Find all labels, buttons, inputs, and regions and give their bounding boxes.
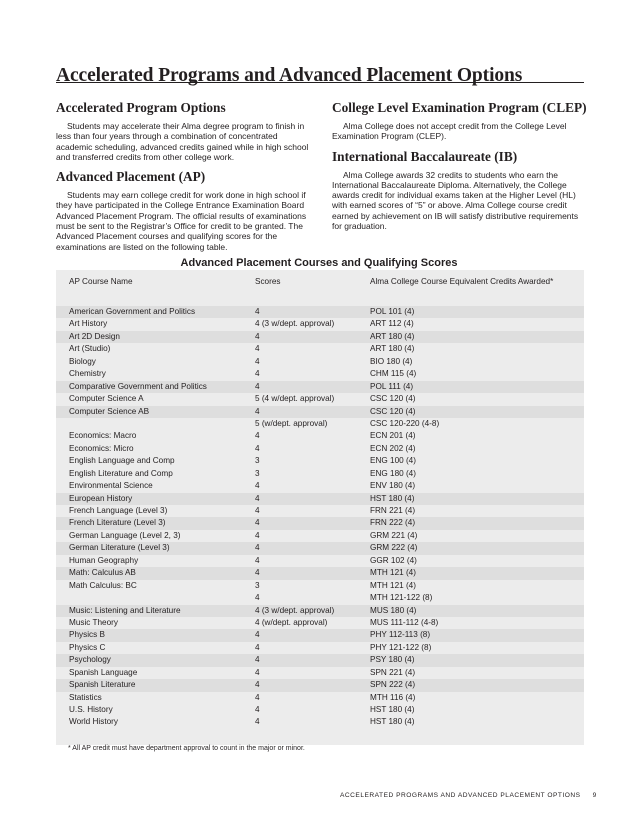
table-row bbox=[56, 306, 584, 318]
credit-cell: SPN 221 (4) bbox=[370, 667, 416, 677]
score-cell: 3 bbox=[255, 468, 260, 478]
score-cell: 4 bbox=[255, 655, 260, 665]
table-row bbox=[56, 667, 584, 679]
credit-cell: ART 112 (4) bbox=[370, 319, 414, 329]
course-cell: Economics: Micro bbox=[69, 443, 134, 453]
credit-cell: POL 101 (4) bbox=[370, 307, 415, 316]
table-row bbox=[56, 580, 584, 592]
score-cell: 4 (3 w/dept. approval) bbox=[255, 319, 335, 329]
score-cell: 4 bbox=[255, 717, 260, 727]
ap-courses-table bbox=[56, 270, 584, 745]
table-row bbox=[56, 505, 584, 517]
table-row bbox=[56, 318, 584, 330]
table-row bbox=[56, 642, 584, 654]
table-row bbox=[56, 443, 584, 455]
course-cell: German Literature (Level 3) bbox=[69, 543, 170, 553]
table-row bbox=[56, 704, 584, 716]
course-cell: Physics B bbox=[69, 630, 105, 640]
course-cell: Art 2D Design bbox=[69, 331, 120, 341]
table-row bbox=[56, 617, 584, 629]
course-cell: Art (Studio) bbox=[69, 344, 111, 354]
header-credit: Alma College Course Equivalent Credits Awarded* bbox=[370, 277, 554, 286]
ap-body: Students may earn college credit for work done in high school if they have participated in the College Entrance Examination Board Advanced Placement Program. The official results of examinations must be sent to the Registrar’s Office for credit to be granted. The Advanced Placement courses and qualifying scores for the examinations are listed on the following table. bbox=[56, 190, 307, 252]
course-cell: French Literature (Level 3) bbox=[69, 518, 166, 528]
score-cell: 5 (w/dept. approval) bbox=[255, 418, 328, 428]
clep-heading: College Level Examination Program (CLEP) bbox=[332, 100, 587, 115]
course-cell: French Language (Level 3) bbox=[69, 506, 168, 515]
ib-heading: International Baccalaureate (IB) bbox=[332, 148, 518, 164]
course-cell: English Language and Comp bbox=[69, 456, 175, 466]
score-cell: 5 (4 w/dept. approval) bbox=[255, 394, 335, 404]
table-row bbox=[56, 418, 584, 430]
credit-cell: HST 180 (4) bbox=[370, 717, 415, 727]
course-cell: Spanish Language bbox=[69, 667, 138, 677]
credit-cell: MTH 121 (4) bbox=[370, 568, 416, 578]
table-row bbox=[56, 567, 584, 579]
score-cell: 4 (w/dept. approval) bbox=[255, 617, 328, 627]
score-cell: 4 bbox=[255, 356, 260, 366]
credit-cell: ENV 180 (4) bbox=[370, 481, 416, 491]
page-number: 9 bbox=[592, 792, 597, 799]
score-cell: 4 bbox=[255, 630, 260, 640]
header-course: AP Course Name bbox=[69, 277, 133, 286]
score-cell: 4 bbox=[255, 642, 260, 652]
course-cell: Music Theory bbox=[69, 617, 118, 627]
accelerated-heading: Accelerated Program Options bbox=[56, 100, 226, 115]
credit-cell: PHY 121-122 (8) bbox=[370, 642, 432, 652]
credit-cell: ART 180 (4) bbox=[370, 344, 415, 354]
score-cell: 4 bbox=[255, 481, 260, 491]
credit-cell: POL 111 (4) bbox=[370, 381, 414, 391]
credit-cell: CSC 120-220 (4-8) bbox=[370, 418, 440, 428]
score-cell: 3 bbox=[255, 456, 260, 466]
score-cell: 4 bbox=[255, 555, 260, 565]
score-cell: 4 bbox=[255, 443, 260, 453]
score-cell: 4 bbox=[255, 667, 260, 677]
page-footer bbox=[340, 792, 597, 799]
credit-cell: MUS 111-112 (4-8) bbox=[370, 617, 439, 627]
score-cell: 4 bbox=[255, 406, 260, 416]
table-row bbox=[56, 493, 584, 505]
course-cell: Music: Listening and Literature bbox=[69, 605, 181, 615]
course-cell: Environmental Science bbox=[69, 481, 153, 491]
score-cell: 4 (3 w/dept. approval) bbox=[255, 605, 335, 615]
table-row bbox=[56, 468, 584, 480]
course-cell: Economics: Macro bbox=[69, 431, 137, 441]
score-cell: 4 bbox=[255, 307, 260, 316]
table-row bbox=[56, 406, 584, 418]
course-cell: Art History bbox=[69, 319, 108, 329]
score-cell: 4 bbox=[255, 692, 260, 702]
credit-cell: PHY 112-113 (8) bbox=[370, 630, 431, 640]
table-row bbox=[56, 692, 584, 704]
page-title: Accelerated Programs and Advanced Placement Options bbox=[56, 65, 523, 87]
course-cell: German Language (Level 2, 3) bbox=[69, 530, 181, 540]
credit-cell: BIO 180 (4) bbox=[370, 356, 413, 366]
course-cell: Physics C bbox=[69, 642, 106, 652]
credit-cell: ART 180 (4) bbox=[370, 331, 415, 341]
accelerated-body: Students may accelerate their Alma degree program to finish in less than four years through a combination of concentrated academic scheduling, advanced credits gained while in high school and transferred credits from other college work. bbox=[56, 121, 309, 162]
title-divider bbox=[56, 82, 584, 83]
credit-cell: ENG 180 (4) bbox=[370, 468, 416, 478]
table-row bbox=[56, 393, 584, 405]
score-cell: 4 bbox=[255, 518, 260, 528]
score-cell: 4 bbox=[255, 431, 260, 441]
score-cell: 4 bbox=[255, 493, 260, 503]
course-cell: Biology bbox=[69, 356, 96, 366]
ib-body: Alma College awards 32 credits to students who earn the International Baccalaureate Diploma. Alternatively, the College awards credit for individual exams taken at the Higher Level (HL) with earned scores of “5” or above. Alma College course credit earned by achievement on IB will satisfy distributive requirements for graduation. bbox=[332, 169, 579, 232]
course-cell: English Literature and Comp bbox=[69, 468, 173, 478]
credit-cell: GRM 221 (4) bbox=[370, 530, 418, 540]
credit-cell: ECN 202 (4) bbox=[370, 443, 416, 453]
credit-cell: PSY 180 (4) bbox=[370, 655, 415, 665]
table-row bbox=[56, 381, 584, 393]
table-row bbox=[56, 480, 584, 492]
credit-cell: MTH 121-122 (8) bbox=[370, 593, 433, 603]
score-cell: 4 bbox=[255, 506, 260, 515]
score-cell: 4 bbox=[255, 331, 260, 341]
score-cell: 4 bbox=[255, 680, 260, 690]
table-row bbox=[56, 629, 584, 641]
table-body bbox=[56, 306, 584, 729]
table-footnote: * All AP credit must have department approval to count in the major or minor. bbox=[68, 745, 305, 752]
course-cell: Computer Science AB bbox=[69, 406, 150, 416]
left-column bbox=[56, 100, 311, 259]
course-cell: Comparative Government and Politics bbox=[69, 381, 207, 391]
course-cell: U.S. History bbox=[69, 705, 113, 714]
credit-cell: CSC 120 (4) bbox=[370, 394, 416, 404]
table-row bbox=[56, 605, 584, 617]
table-row bbox=[56, 430, 584, 442]
table-row bbox=[56, 592, 584, 604]
course-cell: Chemistry bbox=[69, 369, 106, 379]
course-cell: Spanish Literature bbox=[69, 680, 136, 690]
course-cell: Statistics bbox=[69, 692, 102, 702]
credit-cell: MUS 180 (4) bbox=[370, 605, 417, 615]
table-row bbox=[56, 331, 584, 343]
table-row bbox=[56, 368, 584, 380]
credit-cell: FRN 221 (4) bbox=[370, 506, 416, 515]
footer-label: ACCELERATED PROGRAMS AND ADVANCED PLACEMENT OPTIONS bbox=[340, 792, 581, 799]
table-row bbox=[56, 542, 584, 554]
course-cell: Human Geography bbox=[69, 555, 139, 565]
credit-cell: HST 180 (4) bbox=[370, 705, 415, 714]
ap-heading: Advanced Placement (AP) bbox=[56, 169, 206, 185]
table-row bbox=[56, 555, 584, 567]
score-cell: 4 bbox=[255, 705, 260, 714]
table-row bbox=[56, 654, 584, 666]
course-cell: American Government and Politics bbox=[69, 307, 196, 316]
score-cell: 4 bbox=[255, 593, 260, 603]
table-row bbox=[56, 517, 584, 529]
course-cell: Math: Calculus AB bbox=[69, 568, 136, 578]
table-title: Advanced Placement Courses and Qualifying Scores bbox=[180, 257, 458, 269]
credit-cell: SPN 222 (4) bbox=[370, 680, 416, 690]
clep-body: Alma College does not accept credit from the College Level Examination Program (CLEP). bbox=[332, 121, 567, 142]
credit-cell: GGR 102 (4) bbox=[370, 555, 417, 565]
credit-cell: CSC 120 (4) bbox=[370, 406, 416, 416]
score-cell: 4 bbox=[255, 568, 260, 578]
course-cell: Psychology bbox=[69, 655, 111, 665]
credit-cell: MTH 121 (4) bbox=[370, 580, 416, 590]
table-row bbox=[56, 679, 584, 691]
credit-cell: HST 180 (4) bbox=[370, 493, 415, 503]
score-cell: 3 bbox=[255, 580, 260, 590]
right-column bbox=[332, 100, 587, 238]
score-cell: 4 bbox=[255, 543, 260, 553]
credit-cell: CHM 115 (4) bbox=[370, 369, 417, 379]
credit-cell: ENG 100 (4) bbox=[370, 456, 416, 466]
table-header-row bbox=[56, 274, 584, 304]
score-cell: 4 bbox=[255, 369, 260, 379]
table-row bbox=[56, 716, 584, 728]
credit-cell: FRN 222 (4) bbox=[370, 518, 416, 528]
score-cell: 4 bbox=[255, 381, 260, 391]
credit-cell: MTH 116 (4) bbox=[370, 692, 416, 702]
table-row bbox=[56, 455, 584, 467]
course-cell: World History bbox=[69, 717, 118, 727]
table-row bbox=[56, 343, 584, 355]
credit-cell: GRM 222 (4) bbox=[370, 543, 418, 553]
score-cell: 4 bbox=[255, 530, 260, 540]
header-scores: Scores bbox=[255, 277, 281, 286]
table-row bbox=[56, 356, 584, 368]
course-cell: Math Calculus: BC bbox=[69, 580, 137, 590]
table-row bbox=[56, 530, 584, 542]
score-cell: 4 bbox=[255, 344, 260, 354]
credit-cell: ECN 201 (4) bbox=[370, 431, 416, 441]
course-cell: Computer Science A bbox=[69, 394, 144, 404]
course-cell: European History bbox=[69, 493, 133, 503]
